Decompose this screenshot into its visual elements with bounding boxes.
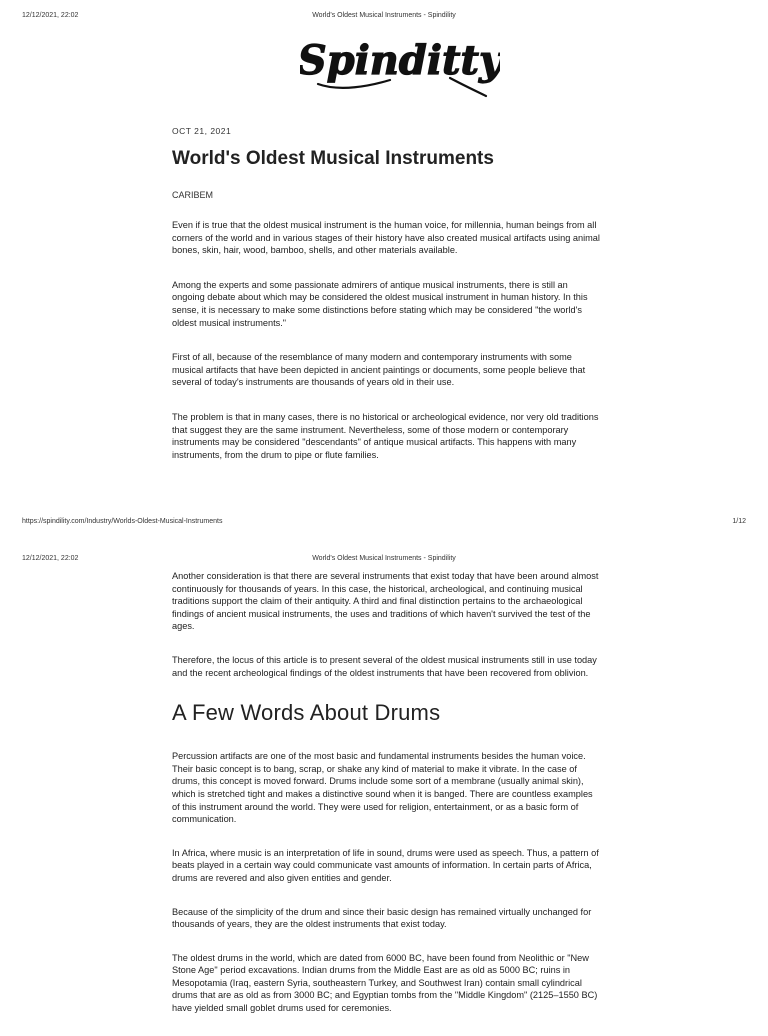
paragraph: First of all, because of the resemblance of many modern and contemporary instruments with some musical artifacts that have been depicted in ancient paintings or documents, some people believe that several of today's instruments are thousands of years old in their use. — [172, 352, 586, 388]
paragraph: Because of the simplicity of the drum and since their basic design has remained virtually unchanged for thousands of years, they are the oldest instruments that exist today. — [172, 906, 592, 930]
logo-wordmark: Spinditty — [300, 37, 500, 84]
article-title: World's Oldest Musical Instruments — [172, 148, 494, 169]
article-date: OCT 21, 2021 — [172, 126, 232, 136]
paragraph: The oldest drums in the world, which are dated from 6000 BC, have been found from Neolithic or "New Stone Age" period excavations. Indian drums from the Middle East are as old as 5000 BC; ruins in Mesopotamia (Iraq, eastern Syria, southeastern Turkey, and Southwest Iran) contain small cylindrical drums that are as old as from 3000 BC; and Egyptian tombs from the "Middle Kingdom" (2125–1550 BC) have yielded small goblet drums used for ceremonies. — [172, 952, 598, 1014]
paragraph: The problem is that in many cases, there is no historical or archeological evidence, nor very old traditions that suggest they are the same instrument. Nevertheless, some of those modern or contemporary instruments may be considered "descendants" of antique musical artifacts. This happens with many instruments, from the drum to pipe or flute families. — [172, 411, 599, 460]
print-timestamp: 12/12/2021, 22:02 — [22, 555, 79, 562]
paragraph: Even if is true that the oldest musical instrument is the human voice, for millennia, human beings from all corners of the world and in various stages of their history have also created musical artifacts using animal bones, skin, hair, wood, bamboo, shells, and other materials available. — [172, 220, 600, 256]
article-author[interactable]: CARIBEM — [172, 190, 214, 200]
print-header — [22, 555, 746, 567]
paragraph: Another consideration is that there are several instruments that exist today that have been around almost continuously for thousands of years. In this case, the historical, archeological, and continuing musical traditions support the claim of their antiquity. A third and final distinction pertains to the archaeological findings of ancient musical instruments, the uses and traditions of which haven't survived the test of the ages. — [172, 571, 599, 632]
spinditty-logo[interactable] — [300, 26, 500, 100]
print-url: https://spindility.com/Industry/Worlds-Oldest-Musical-Instruments — [22, 518, 223, 525]
print-header — [22, 12, 746, 24]
print-page-number: 1/12 — [732, 518, 746, 525]
print-timestamp: 12/12/2021, 22:02 — [22, 12, 79, 19]
print-page-2 — [0, 548, 768, 1024]
print-document-title: World's Oldest Musical Instruments - Spindility — [312, 555, 456, 562]
paragraph: Percussion artifacts are one of the most basic and fundamental instruments besides the human voice. Their basic concept is to bang, scrap, or shake any kind of material to make it vibrate. In the case of drums, this concept is moved forward. Drums include some sort of a membrane (usually animal skin), which is stretched tight and makes a distinctive sound when it is banged. There are countless examples of this instrument around the world. They were used for religion, entertainment, or as a basic form of communication. — [172, 751, 593, 825]
article-content — [172, 126, 602, 483]
paragraph: In Africa, where music is an interpretation of life in sound, drums were used as speech. Thus, a pattern of beats played in a certain way could communicate vast amounts of information. In certain parts of Africa, drums are revered and also given entities and gender. — [172, 847, 599, 883]
section-heading-drums: A Few Words About Drums — [172, 700, 441, 726]
article-content-continued — [172, 570, 602, 1036]
paragraph: Therefore, the locus of this article is to present several of the oldest musical instruments still in use today and the recent archeological findings of the oldest instruments that have been recovered from oblivion. — [172, 654, 597, 678]
paragraph: Among the experts and some passionate admirers of antique musical instruments, there is still an ongoing debate about which may be considered the oldest musical instrument in human history. In this sense, it is necessary to make some distinctions before stating which may be considered "the world's oldest musical instruments." — [172, 279, 588, 328]
print-document-title: World's Oldest Musical Instruments - Spindility — [312, 12, 456, 19]
